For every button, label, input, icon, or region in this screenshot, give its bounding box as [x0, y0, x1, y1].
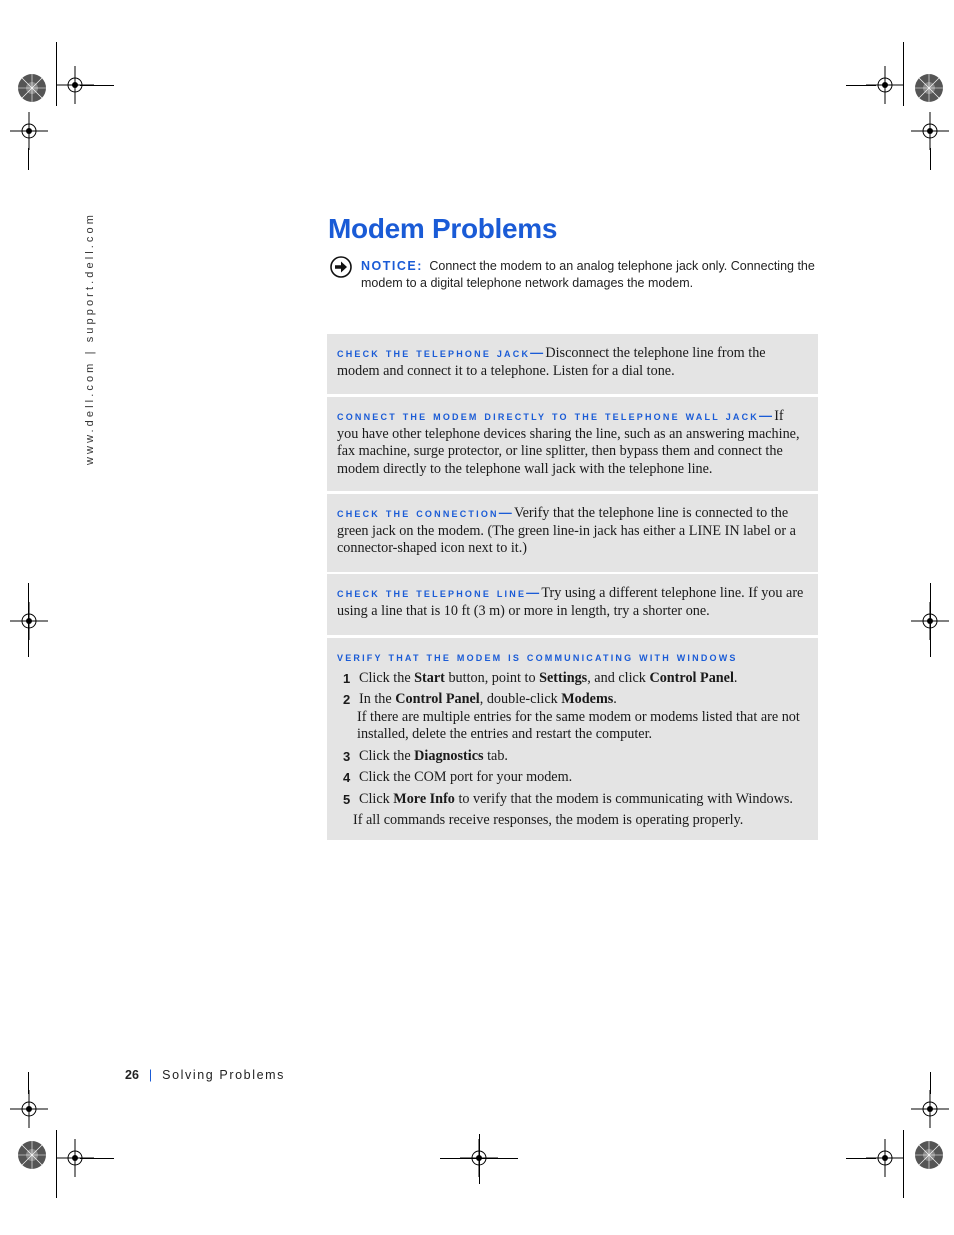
crop-line — [903, 1130, 904, 1198]
troubleshoot-box — [327, 397, 818, 491]
crosshair-mark — [911, 1090, 949, 1128]
footer-title: Solving Problems — [162, 1068, 286, 1082]
page-number: 26 — [125, 1068, 139, 1082]
crop-line — [56, 1130, 57, 1198]
side-url: www.dell.com | support.dell.com — [84, 211, 96, 465]
crosshair-mark — [10, 602, 48, 640]
crop-line — [846, 1158, 876, 1159]
crop-line — [80, 85, 114, 86]
crop-line — [80, 1158, 114, 1159]
starburst-mark — [913, 1139, 945, 1171]
page-footer — [125, 1068, 285, 1082]
step-number: 5 — [343, 791, 351, 807]
ui-term: Modems — [561, 691, 614, 707]
notice-text: Connect the modem to an analog telephone jack only. Connecting the modem to a digital telephone network damages the modem. — [361, 259, 815, 290]
ui-term: Diagnostics — [414, 747, 484, 764]
ui-term: Start — [414, 669, 445, 686]
notice-label: NOTICE: — [361, 259, 423, 273]
crop-line — [28, 583, 29, 657]
step-item: 1 Click the Start button, point to Settings, and click Control Panel. — [343, 669, 738, 686]
notice-icon — [330, 256, 352, 278]
footer-separator: | — [148, 1068, 153, 1082]
box-heading: connect the modem directly to the telephone wall jack— — [337, 408, 775, 423]
step-number: 2 — [343, 692, 351, 707]
crop-line — [846, 85, 876, 86]
troubleshoot-box — [327, 334, 818, 394]
box-heading: check the telephone jack— — [337, 345, 546, 360]
crop-line — [28, 148, 29, 170]
box-text: Disconnect the telephone line from the modem and connect it to a telephone. Listen for a dial tone. — [337, 345, 766, 379]
step-number: 3 — [343, 748, 351, 764]
ui-term: Control Panel — [649, 669, 734, 686]
crop-line — [479, 1134, 480, 1184]
crosshair-mark — [911, 112, 949, 150]
step-item: 2 In the Control Panel, double-click Modems. — [343, 691, 617, 707]
crosshair-mark — [10, 112, 48, 150]
crop-line — [930, 583, 931, 657]
verify-box — [327, 638, 818, 840]
notice — [361, 258, 821, 292]
box-text: If you have other telephone devices sharing the line, such as an answering machine, fax machine, surge protector, or line splitter, then bypass them and connect the modem directly to the telephone wall jack with the telephone line. — [337, 408, 800, 477]
crop-line — [930, 148, 931, 170]
box-heading: check the connection— — [337, 505, 514, 520]
box-heading: check the telephone line— — [337, 585, 542, 600]
closing-text: If all commands receive responses, the modem is operating properly. — [353, 812, 744, 828]
crosshair-mark — [10, 1090, 48, 1128]
step-item: 4 Click the COM port for your modem. — [343, 769, 573, 785]
page-title: Modem Problems — [328, 213, 558, 244]
ui-term: Settings — [539, 669, 588, 686]
step-note: If there are multiple entries for the same modem or modems listed that are not installed, delete the entries and restart the computer. — [357, 708, 800, 742]
troubleshoot-box — [327, 574, 818, 635]
step-item: 5 Click More Info to verify that the modem is communicating with Windows. — [343, 790, 793, 807]
step-number: 4 — [343, 770, 351, 785]
ui-term: Control Panel — [395, 691, 480, 707]
step-item: 3 Click the Diagnostics tab. — [343, 747, 508, 764]
starburst-mark — [16, 1139, 48, 1171]
starburst-mark — [16, 72, 48, 104]
box-text: Try using a different telephone line. If you are using a line that is 10 ft (3 m) or more in length, try a shorter one. — [337, 585, 804, 619]
step-number: 1 — [343, 670, 351, 686]
verify-heading: verify that the modem is communicating with windows — [337, 649, 738, 664]
troubleshoot-box — [327, 494, 818, 572]
starburst-mark — [913, 72, 945, 104]
box-text: Verify that the telephone line is connected to the green jack on the modem. (The green line-in jack has either a LINE IN label or a connector-shaped icon next to it.) — [337, 505, 796, 556]
ui-term: More Info — [393, 790, 455, 807]
